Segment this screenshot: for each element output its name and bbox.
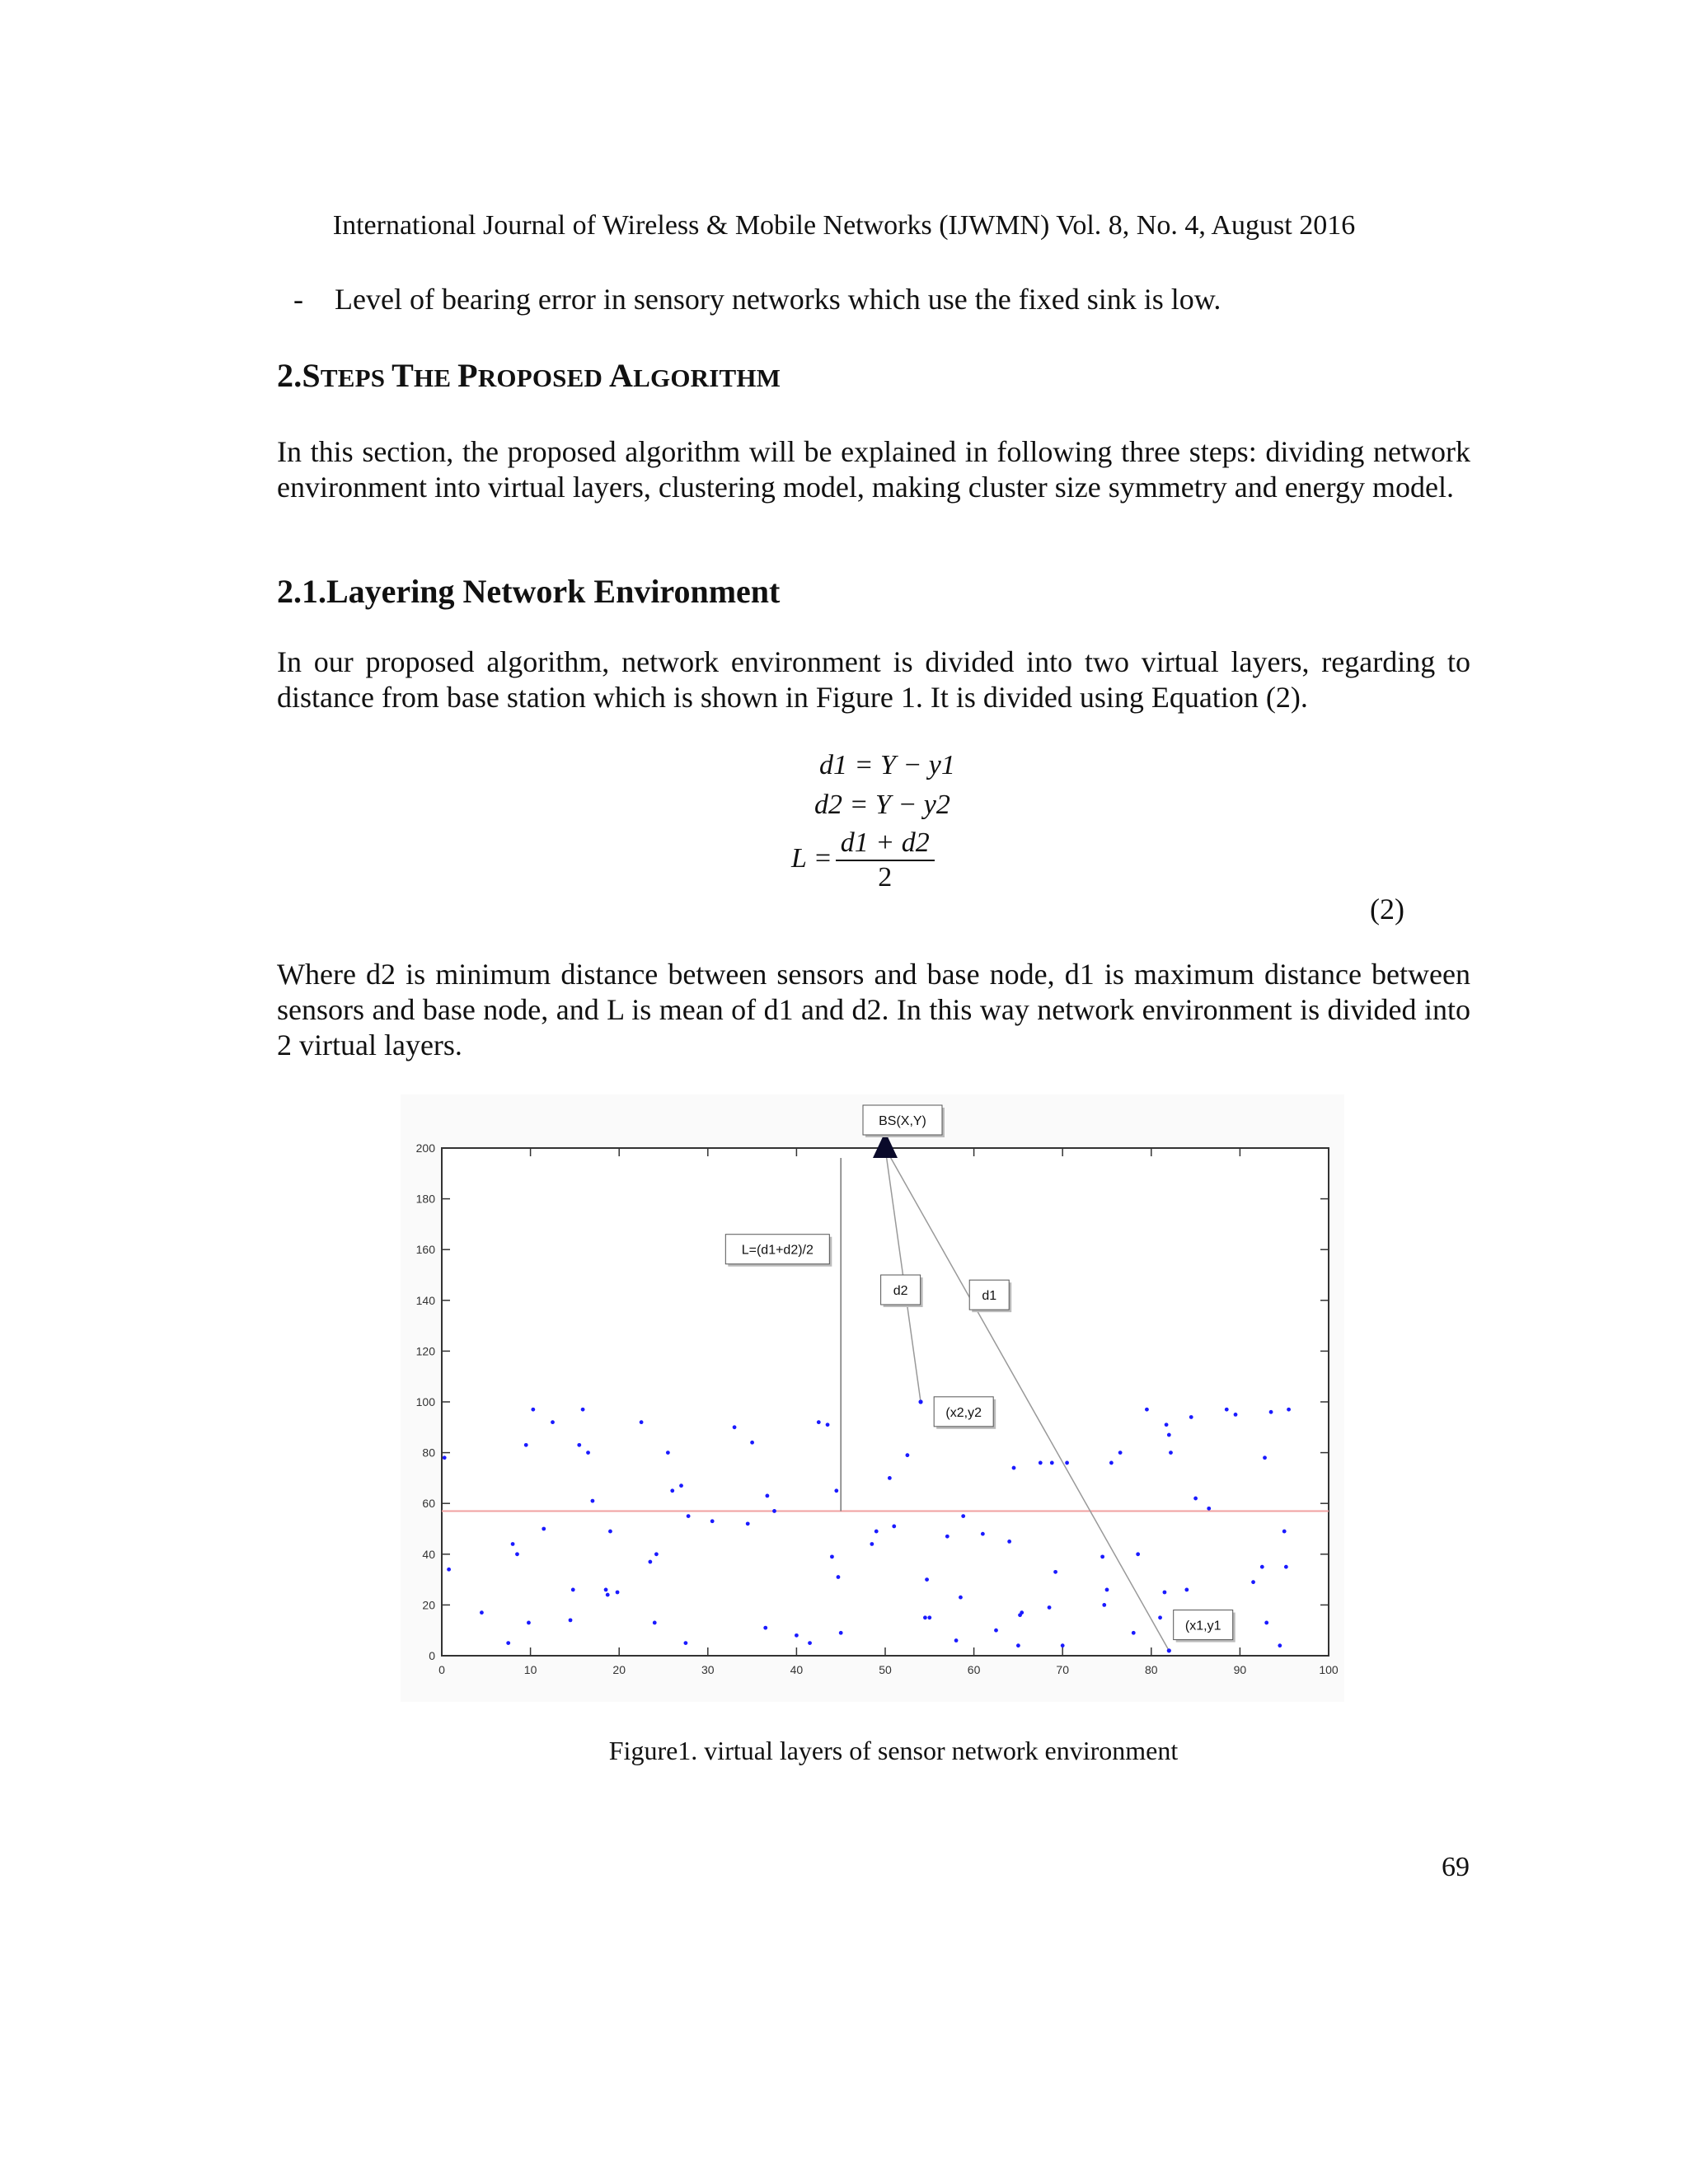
sensor-point — [1102, 1603, 1106, 1607]
layering-paragraph: In our proposed algorithm, network environment is divided into two virtual layers, regarding to distance from base station which is shown in Figure 1. It is divided using Equation (2). — [277, 645, 1470, 714]
bullet-item — [293, 282, 1221, 316]
equation-numerator: d1 + d2 — [836, 827, 935, 861]
bullet-text: Level of bearing error in sensory networks which use the fixed sink is low. — [335, 283, 1221, 316]
sensor-point — [763, 1626, 767, 1630]
sensor-point — [961, 1514, 965, 1518]
sensor-point — [817, 1420, 821, 1424]
sensor-point — [750, 1441, 754, 1445]
sensor-point — [1039, 1461, 1043, 1465]
y-tick-label: 160 — [415, 1243, 435, 1257]
sensor-point — [830, 1554, 834, 1558]
sensor-point — [515, 1552, 519, 1556]
x-tick-label: 50 — [879, 1663, 892, 1676]
sensor-point — [1053, 1570, 1057, 1574]
sensor-point — [923, 1615, 927, 1619]
sensor-point — [1282, 1530, 1287, 1534]
sensor-point — [954, 1638, 959, 1643]
sensor-point — [1278, 1643, 1282, 1647]
sensor-point — [1132, 1631, 1136, 1635]
x-tick-label: 20 — [612, 1663, 626, 1676]
sensor-point — [679, 1483, 683, 1488]
sensor-point — [653, 1621, 657, 1625]
sensor-point — [1225, 1408, 1229, 1412]
y-tick-label: 140 — [415, 1293, 435, 1307]
y-tick-label: 20 — [422, 1598, 435, 1612]
far-node-label: (x1,y1 — [1184, 1619, 1221, 1633]
sensor-point — [1100, 1554, 1104, 1558]
x-tick-label: 0 — [438, 1663, 445, 1676]
sensor-point — [834, 1488, 838, 1493]
x-tick-label: 70 — [1056, 1663, 1069, 1676]
section-title-small: HE — [414, 363, 458, 392]
near-node-point — [918, 1399, 922, 1404]
equation-line-L — [791, 827, 1039, 894]
sensor-point — [1189, 1415, 1193, 1419]
sensor-point — [1260, 1565, 1264, 1569]
section-title-small: ROPOSED — [477, 363, 610, 392]
sensor-point — [945, 1535, 950, 1539]
x-tick-label: 60 — [967, 1663, 981, 1676]
sensor-point — [1284, 1565, 1288, 1569]
sensor-point — [1012, 1466, 1016, 1470]
sensor-point — [480, 1610, 484, 1615]
figure-caption: Figure1. virtual layers of sensor network environment — [608, 1736, 1179, 1765]
sensor-point — [1167, 1433, 1171, 1437]
section-title-small: TEPS — [320, 363, 392, 392]
sensor-point — [524, 1443, 528, 1447]
sensor-point — [606, 1593, 610, 1597]
equation-block — [791, 746, 1039, 894]
sensor-point — [1016, 1643, 1020, 1647]
sensor-point — [795, 1633, 799, 1638]
section-number: 2. — [277, 357, 302, 394]
x-tick-label: 100 — [1319, 1663, 1339, 1676]
section-title-cap: A — [609, 357, 634, 394]
sensor-point — [687, 1514, 691, 1518]
sensor-point — [1163, 1591, 1167, 1595]
scatter-chart — [401, 1094, 1344, 1702]
sensor-point — [1169, 1451, 1173, 1455]
sensor-point — [1264, 1621, 1268, 1625]
sensor-point — [670, 1488, 674, 1493]
x-tick-label: 40 — [790, 1663, 804, 1676]
section-title-cap: P — [457, 357, 478, 394]
section-title-small: LGORITHM — [633, 363, 781, 392]
sensor-point — [981, 1532, 985, 1536]
equation-denominator: 2 — [878, 862, 893, 893]
sensor-point — [994, 1629, 998, 1633]
section-heading — [277, 356, 781, 395]
sensor-point — [1158, 1615, 1162, 1619]
sensor-point — [551, 1420, 555, 1424]
d1-label: d1 — [982, 1289, 997, 1304]
x-tick-label: 30 — [701, 1663, 715, 1676]
sensor-point — [666, 1451, 670, 1455]
sensor-point — [874, 1530, 879, 1534]
equation-fraction — [836, 827, 935, 894]
sensor-point — [746, 1521, 750, 1526]
sensor-point — [772, 1509, 776, 1513]
d2-label: d2 — [893, 1284, 908, 1298]
y-tick-label: 80 — [422, 1446, 435, 1460]
sensor-point — [1109, 1461, 1114, 1465]
sensor-point — [1136, 1552, 1140, 1556]
sensor-point — [906, 1453, 910, 1457]
equation-lhs: L = — [791, 842, 832, 874]
sensor-point — [826, 1422, 830, 1427]
sensor-point — [569, 1618, 573, 1622]
sensor-point — [1263, 1455, 1267, 1460]
sensor-point — [1105, 1588, 1109, 1592]
sensor-point — [1165, 1422, 1169, 1427]
sensor-point — [839, 1631, 843, 1635]
bullet-dash: - — [293, 283, 303, 316]
sensor-point — [733, 1425, 737, 1429]
sensor-point — [571, 1588, 575, 1592]
sensor-point — [1234, 1413, 1238, 1417]
sensor-point — [710, 1519, 715, 1523]
page-number: 69 — [1442, 1852, 1470, 1882]
sensor-point — [542, 1527, 546, 1531]
y-tick-label: 0 — [429, 1649, 435, 1662]
sensor-point — [577, 1443, 581, 1447]
figure-1 — [401, 1094, 1344, 1702]
section-title-cap: T — [392, 357, 415, 394]
sensor-point — [1193, 1497, 1198, 1501]
sensor-point — [765, 1494, 769, 1498]
sensor-point — [511, 1542, 515, 1546]
sensor-point — [531, 1408, 535, 1412]
far-node-point — [1167, 1648, 1171, 1652]
sensor-point — [506, 1641, 510, 1645]
sensor-point — [1287, 1408, 1291, 1412]
x-tick-label: 90 — [1233, 1663, 1247, 1676]
sensor-point — [927, 1615, 931, 1619]
sensor-point — [808, 1641, 812, 1645]
definition-paragraph: Where d2 is minimum distance between sensors and base node, d1 is maximum distance between sensors and base node, and L is mean of d1 and d2. In this way network environment is divided into 2 virtual layers. — [277, 958, 1470, 1062]
section-title-cap: S — [302, 357, 321, 394]
sensor-point — [1007, 1540, 1011, 1544]
equation-line-d2: d2 = Y − y2 — [814, 790, 950, 820]
sensor-point — [608, 1530, 612, 1534]
x-tick-label: 80 — [1145, 1663, 1158, 1676]
sensor-point — [604, 1588, 608, 1592]
y-tick-label: 60 — [422, 1497, 435, 1511]
sensor-point — [1048, 1605, 1052, 1610]
sensor-point — [959, 1596, 963, 1600]
sensor-point — [640, 1420, 644, 1424]
sensor-point — [1207, 1507, 1211, 1511]
x-tick-label: 10 — [523, 1663, 537, 1676]
sensor-point — [684, 1641, 688, 1645]
sensor-point — [447, 1568, 451, 1572]
sensor-point — [870, 1542, 874, 1546]
y-tick-label: 120 — [415, 1344, 435, 1358]
sensor-point — [616, 1591, 620, 1595]
sensor-point — [1269, 1410, 1273, 1414]
intro-paragraph: In this section, the proposed algorithm will be explained in following three steps: dividing network environment into virtual layers, clustering model, making cluster size symmetry and energy model. — [277, 435, 1470, 504]
sensor-point — [648, 1560, 652, 1564]
y-tick-label: 100 — [415, 1395, 435, 1408]
sensor-point — [1145, 1408, 1149, 1412]
plot-frame — [442, 1148, 1329, 1656]
sensor-point — [888, 1476, 892, 1480]
y-tick-label: 180 — [415, 1192, 435, 1206]
sensor-point — [837, 1575, 841, 1579]
sensor-point — [654, 1552, 659, 1556]
sensor-point — [586, 1451, 590, 1455]
y-tick-label: 200 — [415, 1141, 435, 1155]
sensor-point — [1184, 1588, 1189, 1592]
sensor-point — [1061, 1643, 1065, 1647]
sensor-point — [591, 1499, 595, 1503]
sensor-point — [443, 1455, 447, 1460]
sensor-point — [581, 1408, 585, 1412]
sensor-point — [1050, 1461, 1054, 1465]
near-node-label: (x2,y2 — [945, 1405, 982, 1420]
sensor-point — [925, 1577, 929, 1582]
L-formula-label: L=(d1+d2)/2 — [741, 1243, 814, 1258]
sensor-point — [892, 1525, 896, 1529]
sensor-point — [527, 1621, 531, 1625]
equation-line-d1: d1 = Y − y1 — [819, 750, 955, 780]
journal-header: International Journal of Wireless & Mobile Networks (IJWMN) Vol. 8, No. 4, August 2016 — [332, 210, 1356, 241]
y-tick-label: 40 — [422, 1547, 435, 1561]
subsection-heading: 2.1.Layering Network Environment — [277, 573, 781, 610]
equation-number: (2) — [1370, 893, 1404, 926]
sensor-point — [1118, 1451, 1123, 1455]
sensor-point — [1251, 1580, 1255, 1584]
base-station-label: BS(X,Y) — [879, 1114, 926, 1128]
sensor-point — [1020, 1610, 1024, 1615]
sensor-point — [1065, 1461, 1069, 1465]
